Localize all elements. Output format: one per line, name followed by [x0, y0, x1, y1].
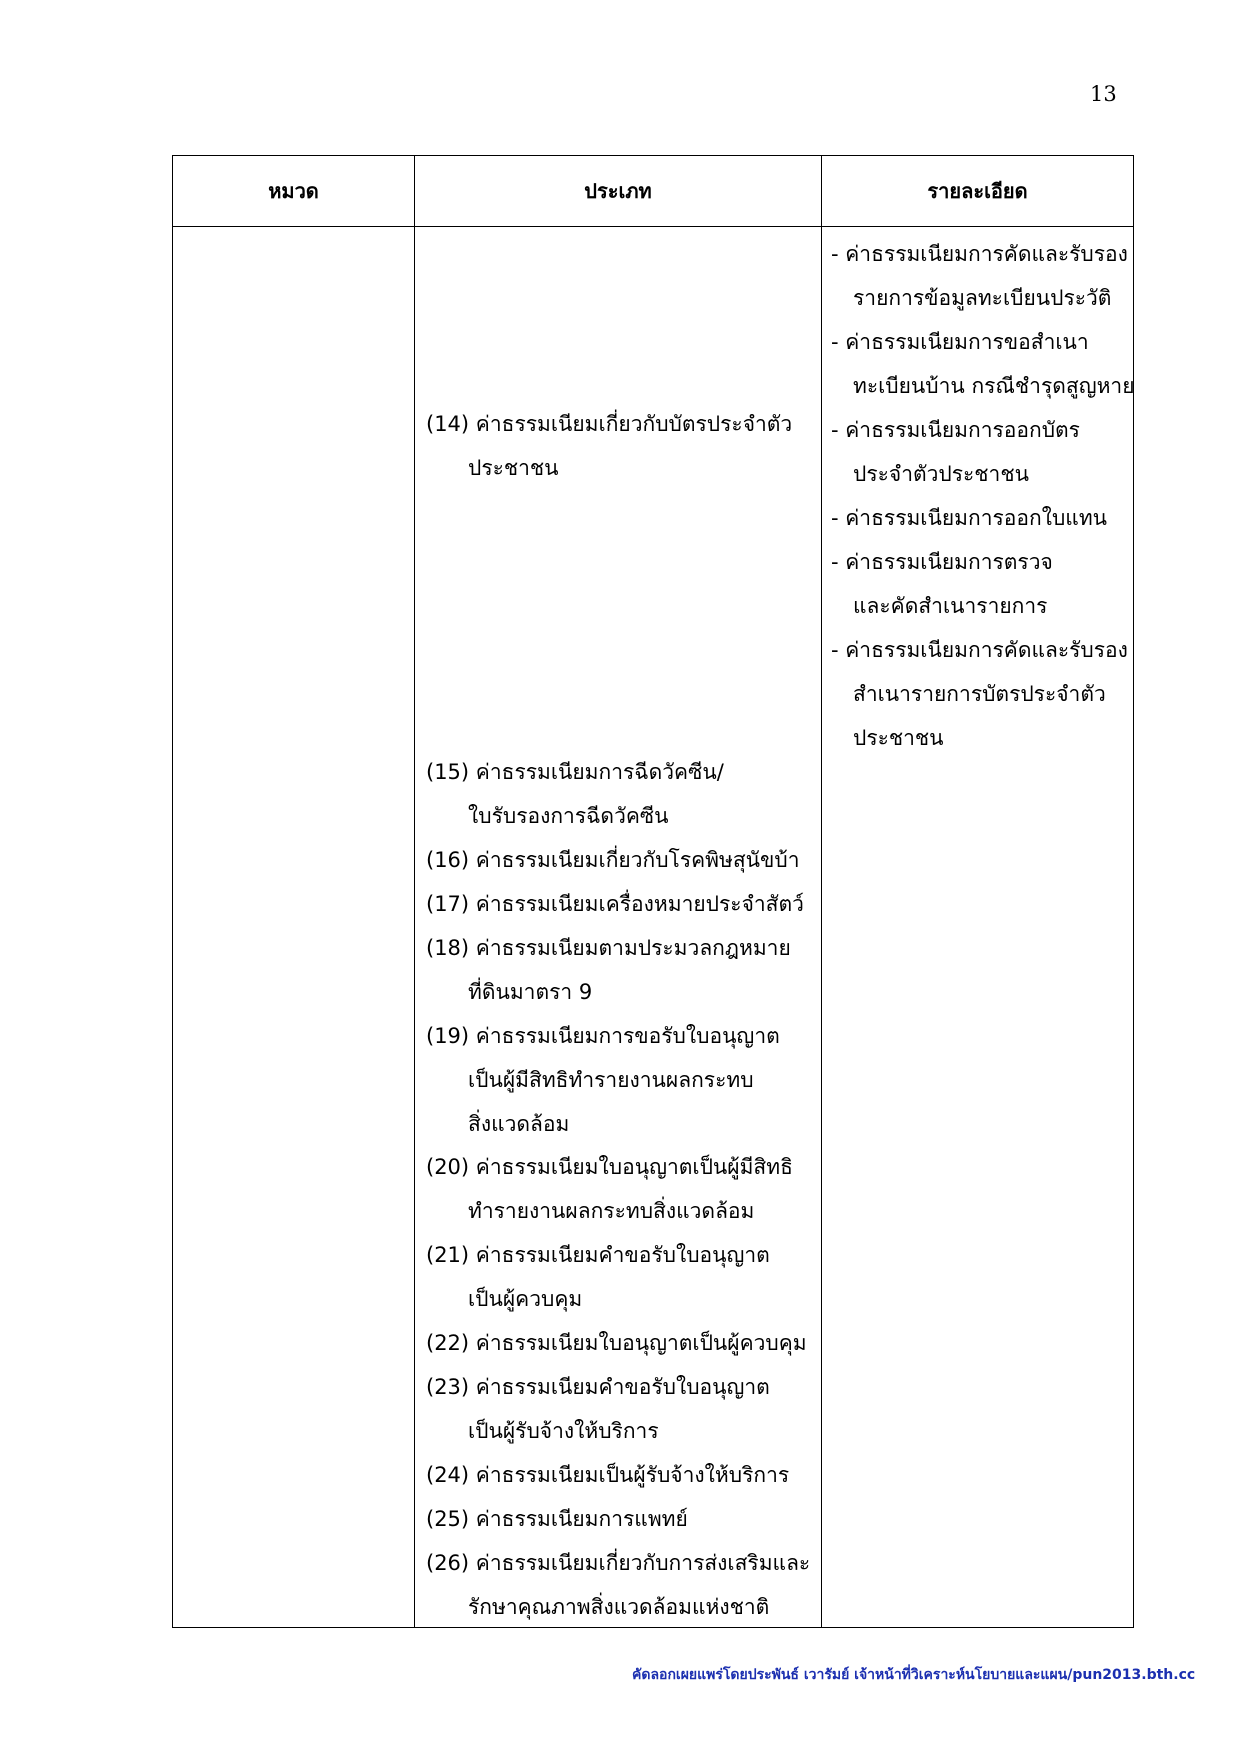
detail-list-item-continuation-line: ทะเบียนบ้าน กรณีชำรุดสูญหาย — [853, 374, 1135, 398]
type-list-item-continuation-line: รักษาคุณภาพสิ่งแวดล้อมแห่งชาติ — [468, 1595, 770, 1619]
header-category: หมวด — [173, 156, 415, 227]
detail-list-item-first-line: - ค่าธรรมเนียมการออกใบแทน — [831, 506, 1108, 530]
fee-table — [172, 155, 1134, 1628]
type-list-item-first-line: (26) ค่าธรรมเนียมเกี่ยวกับการส่งเสริมและ — [426, 1551, 811, 1575]
type-list-item — [426, 1497, 688, 1541]
type-list-item — [426, 926, 791, 1014]
type-list-item-continuation-line: ที่ดินมาตรา 9 — [468, 980, 593, 1004]
type-list-item — [426, 1541, 810, 1629]
type-list-item — [426, 750, 724, 838]
footer-credit: คัดลอกเผยแพร่โดยประพันธ์ เวารัมย์ เจ้าหน้าที่วิเคราะห์นโยบายและแผน/pun2013.bth.cc — [632, 1667, 1196, 1683]
type-list-item — [426, 1145, 793, 1233]
type-list-item-first-line: (14) ค่าธรรมเนียมเกี่ยวกับบัตรประจำตัว — [426, 412, 793, 436]
type-list-item-continuation-line: ประชาชน — [468, 456, 559, 480]
detail-list-item — [831, 540, 1053, 628]
detail-list-item — [831, 496, 1107, 540]
type-list-item-continuation-line: ใบรับรองการฉีดวัคซีน — [468, 804, 669, 828]
type-list-item-first-line: (24) ค่าธรรมเนียมเป็นผู้รับจ้างให้บริการ — [426, 1463, 790, 1487]
type-list-item-first-line: (17) ค่าธรรมเนียมเครื่องหมายประจำสัตว์ — [426, 892, 804, 916]
type-list-item-first-line: (15) ค่าธรรมเนียมการฉีดวัคซีน/ — [426, 760, 724, 784]
type-list-item-continuation-line: เป็นผู้รับจ้างให้บริการ — [468, 1419, 659, 1443]
detail-list-item — [831, 628, 1128, 760]
type-list-item-first-line: (22) ค่าธรรมเนียมใบอนุญาตเป็นผู้ควบคุม — [426, 1331, 807, 1355]
type-list-item-first-line: (19) ค่าธรรมเนียมการขอรับใบอนุญาต — [426, 1024, 780, 1048]
type-list-item — [426, 1233, 770, 1321]
type-list-item-continuation-line: เป็นผู้ควบคุม — [468, 1287, 583, 1311]
category-cell — [173, 227, 415, 1628]
type-list-item — [426, 1321, 807, 1365]
detail-list-item-continuation-line: ประชาชน — [853, 726, 944, 750]
detail-list-item-first-line: - ค่าธรรมเนียมการคัดและรับรอง — [831, 242, 1128, 266]
header-type: ประเภท — [415, 156, 822, 227]
detail-list-item-first-line: - ค่าธรรมเนียมการขอสำเนา — [831, 330, 1089, 354]
type-list-item — [426, 1365, 770, 1453]
detail-list-item-continuation-line: ประจำตัวประชาชน — [853, 462, 1029, 486]
type-list-item-first-line: (16) ค่าธรรมเนียมเกี่ยวกับโรคพิษสุนัขบ้า — [426, 848, 800, 872]
detail-list-item-first-line: - ค่าธรรมเนียมการคัดและรับรอง — [831, 638, 1128, 662]
page-number: 13 — [1090, 82, 1117, 106]
type-list-item — [426, 1014, 780, 1146]
detail-list-item-continuation-line: สำเนารายการบัตรประจำตัว — [853, 682, 1106, 706]
type-list-item-first-line: (21) ค่าธรรมเนียมคำขอรับใบอนุญาต — [426, 1243, 770, 1267]
detail-list-item — [831, 320, 1135, 408]
type-list-item — [426, 838, 800, 882]
type-list-item — [426, 1453, 789, 1497]
detail-list-item-first-line: - ค่าธรรมเนียมการออกบัตร — [831, 418, 1080, 442]
type-list-item — [426, 882, 804, 926]
detail-cell — [822, 227, 1134, 1628]
type-list-item-continuation-line: เป็นผู้มีสิทธิทำรายงานผลกระทบ — [468, 1068, 754, 1092]
type-list-item-first-line: (23) ค่าธรรมเนียมคำขอรับใบอนุญาต — [426, 1375, 770, 1399]
detail-list-item — [831, 232, 1128, 320]
detail-list-item — [831, 408, 1080, 496]
type-cell — [415, 227, 822, 1628]
type-list-item-continuation-line: ทำรายงานผลกระทบสิ่งแวดล้อม — [468, 1199, 755, 1223]
type-list-item-first-line: (18) ค่าธรรมเนียมตามประมวลกฎหมาย — [426, 936, 791, 960]
detail-list-item-continuation-line: และคัดสำเนารายการ — [853, 594, 1048, 618]
detail-list-item-first-line: - ค่าธรรมเนียมการตรวจ — [831, 550, 1053, 574]
table-row — [173, 227, 1134, 1628]
type-list-item-first-line: (25) ค่าธรรมเนียมการแพทย์ — [426, 1507, 688, 1531]
table-header-row — [173, 156, 1134, 227]
type-list-item-continuation-line: สิ่งแวดล้อม — [468, 1112, 570, 1136]
header-detail: รายละเอียด — [822, 156, 1134, 227]
detail-list-item-continuation-line: รายการข้อมูลทะเบียนประวัติ — [853, 286, 1112, 310]
type-list-item — [426, 402, 792, 490]
type-list-item-first-line: (20) ค่าธรรมเนียมใบอนุญาตเป็นผู้มีสิทธิ — [426, 1155, 793, 1179]
